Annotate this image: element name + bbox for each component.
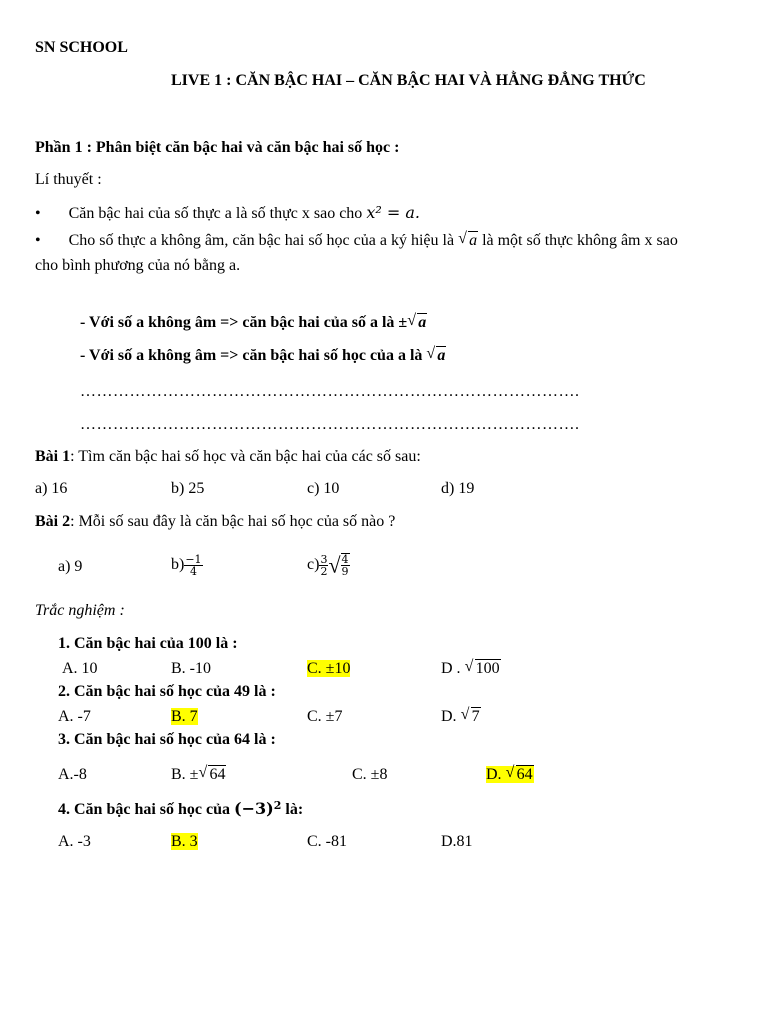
exercise-2 xyxy=(35,512,395,532)
quiz-heading: Trắc nghiệm : xyxy=(35,602,125,619)
sqrt: √ 64 xyxy=(505,764,533,783)
part1-heading: Phần 1 : Phân biệt căn bậc hai và căn bậc hai số học : xyxy=(35,139,400,156)
school-name: SN SCHOOL xyxy=(35,39,128,56)
sqrt: √ 7 xyxy=(460,706,480,725)
exercise-2-text: : Mỗi số sau đây là căn bậc hai số học của số nào ? xyxy=(70,513,396,530)
fraction: $\frac{3}{2}$ xyxy=(320,552,328,578)
q3-option-b: B. ± √ 64 xyxy=(171,764,226,783)
q4-option-d: D.81 xyxy=(441,833,473,850)
correct-answer-highlight: B. 3 xyxy=(171,833,198,850)
exercise-2-label: Bài 2 xyxy=(35,513,71,530)
bullet-2-continued: cho bình phương của nó bằng a. xyxy=(35,257,241,274)
exercise-1-text: : Tìm căn bậc hai số học và căn bậc hai của các số sau: xyxy=(70,448,421,465)
q4-option-c: C. -81 xyxy=(307,833,347,850)
bullet-1-math: x² = a. xyxy=(366,203,420,222)
q3-option-d xyxy=(486,765,534,785)
bullet-dot: • xyxy=(35,205,41,222)
correct-answer-highlight: B. 7 xyxy=(171,708,198,725)
dotted-line-1: ………………………………………………………………………………. xyxy=(80,383,580,400)
question-3: 3. Căn bậc hai số học của 64 là : xyxy=(58,731,276,748)
q3-option-a: A.-8 xyxy=(58,766,87,783)
q4-option-b xyxy=(171,832,198,852)
q2-option-c: C. ±7 xyxy=(307,708,343,725)
sqrt-radical: √ xyxy=(328,552,341,578)
sqrt: √ 64 xyxy=(198,764,226,783)
bullet-2-text-post: là một số thực không âm x sao xyxy=(482,232,678,249)
bullet-dot: • xyxy=(35,232,41,249)
bullet-1-text: Căn bậc hai của số thực a là số thực x sao cho xyxy=(68,205,363,222)
dotted-line-2: ………………………………………………………………………………. xyxy=(80,416,580,433)
sqrt: √ 100 xyxy=(464,658,500,677)
theory-label: Lí thuyết : xyxy=(35,171,102,188)
sqrt-a: √ a xyxy=(407,312,427,331)
bullet-2-text: Cho số thực a không âm, căn bậc hai số học của a ký hiệu là xyxy=(68,232,455,249)
question-4: 4. Căn bậc hai số học của $(-3)^2$ là: xyxy=(58,799,304,818)
q2-option-a: A. -7 xyxy=(58,708,91,725)
exercise-1-option-d: d) 19 xyxy=(441,480,475,497)
q3-option-c: C. ±8 xyxy=(352,766,388,783)
exercise-1-option-c: c) 10 xyxy=(307,480,340,497)
correct-answer-highlight: C. ±10 xyxy=(307,660,351,677)
fraction-under-root: $\frac{4}{9}$ xyxy=(341,553,349,579)
exercise-1-option-a: a) 16 xyxy=(35,480,68,497)
q1-option-c xyxy=(307,659,350,679)
fraction: $\frac{-1}{4}$ xyxy=(185,552,202,578)
exercise-1 xyxy=(35,447,421,467)
question-1: 1. Căn bậc hai của 100 là : xyxy=(58,635,238,652)
exercise-2-option-c: c) $\frac{3}{2}$ √ $\frac{4}{9}$ xyxy=(307,552,349,579)
rule-1: - Với số a không âm => căn bậc hai của số a là ± √ a xyxy=(80,312,427,331)
sqrt-a: √ a xyxy=(426,345,446,364)
q1-option-d: D . √ 100 xyxy=(441,658,500,677)
exercise-2-option-a: a) 9 xyxy=(58,558,83,575)
exercise-1-label: Bài 1 xyxy=(35,448,71,465)
exercise-2-option-b: b) $\frac{-1}{4}$ xyxy=(171,552,202,578)
rule-2: - Với số a không âm => căn bậc hai số học của a là √ a xyxy=(80,345,446,364)
question-2: 2. Căn bậc hai số học của 49 là : xyxy=(58,683,276,700)
q4-option-a: A. -3 xyxy=(58,833,91,850)
q2-option-b xyxy=(171,707,198,727)
q1-option-b: B. -10 xyxy=(171,660,211,677)
page-title: LIVE 1 : CĂN BẬC HAI – CĂN BẬC HAI VÀ HẰNG ĐẲNG THỨC xyxy=(171,72,646,89)
q2-option-d: D. √ 7 xyxy=(441,706,480,725)
correct-answer-highlight: D. √ 64 xyxy=(486,764,533,783)
bullet-2 xyxy=(35,231,678,251)
q1-option-a: A. 10 xyxy=(62,660,98,677)
bullet-1 xyxy=(35,203,420,224)
sqrt-a: √ a xyxy=(458,230,478,249)
exercise-1-option-b: b) 25 xyxy=(171,480,205,497)
